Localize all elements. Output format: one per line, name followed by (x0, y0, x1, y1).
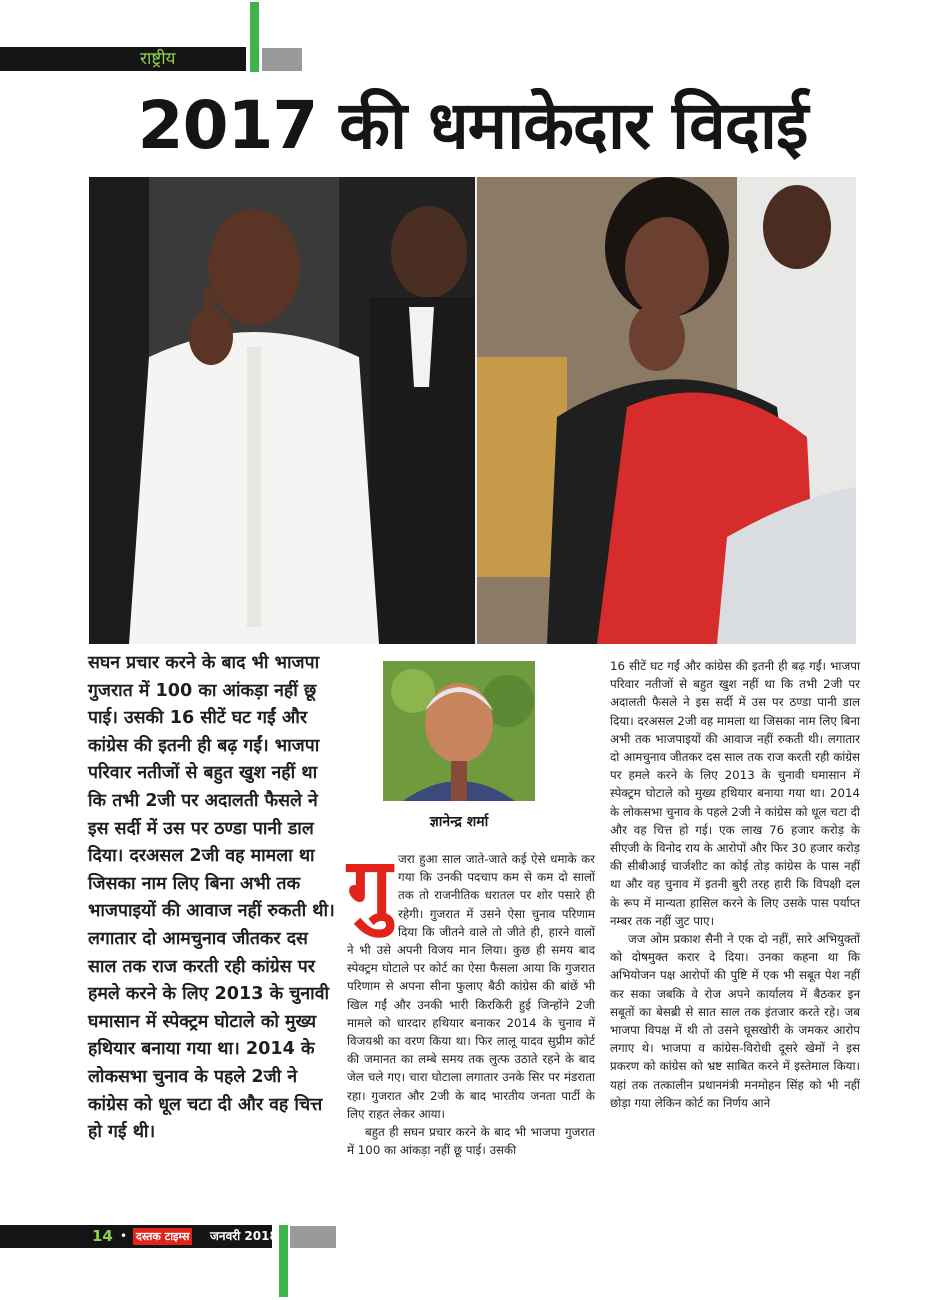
page-number: 14 (92, 1227, 113, 1245)
photo-left-illustration (89, 177, 475, 644)
photo-right (477, 177, 856, 644)
author-name: ज्ञानेन्द्र शर्मा (429, 814, 489, 830)
magazine-logo: दस्तक टाइम्स (133, 1228, 192, 1245)
body-paragraph: बहुत ही सघन प्रचार करने के बाद भी भाजपा गुजरात में 100 का आंकड़ा नहीं छू पाई। उसकी (347, 1125, 595, 1158)
accent-bar-top (250, 2, 259, 72)
body-paragraph: जज ओम प्रकाश सैनी ने एक दो नहीं, सारे अभियुक्तों को दोषमुक्त करार दे दिया। उनका कहना था कि अभियोजन पक्ष आरोपों की पुष्टि में एक भी सबूत पेश नहीं कर सका जबकि वे रोज अपने कार्यालय में बैठकर इन सबूतों का बेसब्री से सात साल तक इंतजार करते रहे। जब भाजपा विपक्ष में थी तो उसने घूसखोरी के जमकर आरोप लगाए थे। भाजपा व कांग्रेस-विरोधी दूसरे खेमों ने इस प्रकरण को कांग्रेस को भ्रष्ट साबित करने में इस्तेमाल किया। यहां तक तत्कालीन प्रधानमंत्री मनमोहन सिंह को भी नहीं छोड़ा गया लेकिन कोर्ट का निर्णय आने (610, 932, 860, 1110)
body-paragraph: 16 सीटें घट गईं और कांग्रेस की इतनी ही बढ़ गईं। भाजपा परिवार नतीजों से बहुत खुश नहीं था कि तभी 2जी पर अदालती फैसले ने इस सर्दी में उस पर ठण्डा पानी डाल दिया। दरअसल 2जी वह मामला था जिसका नाम लिए बिना अभी तक भाजपाइयों की आवाज नहीं रुकती थी। लगातार दो आमचुनाव जीतकर दस साल तक राज करती रही कांग्रेस पर हमले करने के लिए 2013 के चुनावी घमासान में स्पेक्ट्रम घोटाले को मुख्य हथियार बनाया गया था। 2014 के लोकसभा चुनाव के पहले 2जी ने कांग्रेस को धूल चटा दी और वह चित्त हो गई। एक लाख 76 हजार करोड़ के सीएजी के विनोद राय के आरोपों और फिर 30 हजार करोड़ की सीबीआई चार्जशीट का कोई तोड़ कांग्रेस के पास नहीं था और वह चुनाव में इतनी बुरी तरह हारी कि विपक्षी दल के रूप में मान्यता हासिल करने के लिए उसके पास पर्याप्त नम्बर तक नहीं जुट पाए। (610, 659, 860, 928)
page-headline: 2017 की धमाकेदार विदाई (137, 87, 808, 164)
footer-bullet: • (120, 1229, 128, 1243)
issue-date: जनवरी 2018 (210, 1229, 278, 1243)
lead-paragraph: सघन प्रचार करने के बाद भी भाजपा गुजरात में 100 का आंकड़ा नहीं छू पाई। उसकी 16 सीटें घट गईं और कांग्रेस की इतनी ही बढ़ गईं। भाजपा परिवार नतीजों से बहुत खुश नहीं था कि तभी 2जी पर अदालती फैसले ने इस सर्दी में उस पर ठण्डा पानी डाल दिया। दरअसल 2जी वह मामला था जिसका नाम लिए बिना अभी तक भाजपाइयों की आवाज नहीं रुकती थी। लगातार दो आमचुनाव जीतकर दस साल तक राज करती रही कांग्रेस पर हमले करने के लिए 2013 के चुनावी घमासान में स्पेक्ट्रम घोटाले को मुख्य हथियार बनाया गया था। 2014 के लोकसभा चुनाव के पहले 2जी ने कांग्रेस को धूल चटा दी और वह चित्त हो गई थी। (88, 653, 335, 1143)
photo-right-illustration (477, 177, 856, 644)
grey-block-bottom (290, 1226, 336, 1248)
section-bar (0, 47, 246, 71)
body-column-middle (347, 841, 595, 1159)
body-column-right (610, 657, 860, 1112)
lead-column (88, 650, 336, 1147)
accent-bar-bottom (279, 1225, 288, 1297)
author-portrait (383, 661, 535, 801)
grey-block-top (262, 48, 302, 71)
drop-cap: गु (347, 841, 393, 934)
body-paragraph (347, 841, 595, 1123)
body-text: जरा हुआ साल जाते-जाते कई ऐसे धमाके कर गया कि उनकी पदचाप कम से कम दो सालों तक तो राजनीतिक धरातल पर शोर पसारे ही रहेगी। गुजरात में उसने ऐसा चुनाव परिणाम दिया कि जीतने वाले तो जीते ही, हारने वालों ने भी उसे अपनी विजय मान लिया। कुछ ही समय बाद स्पेक्ट्रम घोटाले पर कोर्ट का ऐसा फैसला आया कि गुजरात परिणाम से अपना सीना फुलाए बैठी कांग्रेस की बांछें भी खिल गईं और उनकी भारी किरकिरी हुई जिन्होंने 2जी मामले को धारदार हथियार बनाकर 2014 के चुनाव में विजयश्री का वरण किया था। फिर लालू यादव सुप्रीम कोर्ट की जमानत का लम्बे समय तक लुत्फ उठाते रहने के बाद जेल चले गए। चारा घोटाला लगातार उनके सिर पर मंडराता रहा। गुजरात और 2जी के बाद भारतीय जनता पार्टी के लिए राहत लेकर आया। (347, 852, 595, 1121)
photo-left (89, 177, 475, 644)
section-label: राष्ट्रीय (140, 49, 176, 69)
author-photo (383, 661, 535, 801)
